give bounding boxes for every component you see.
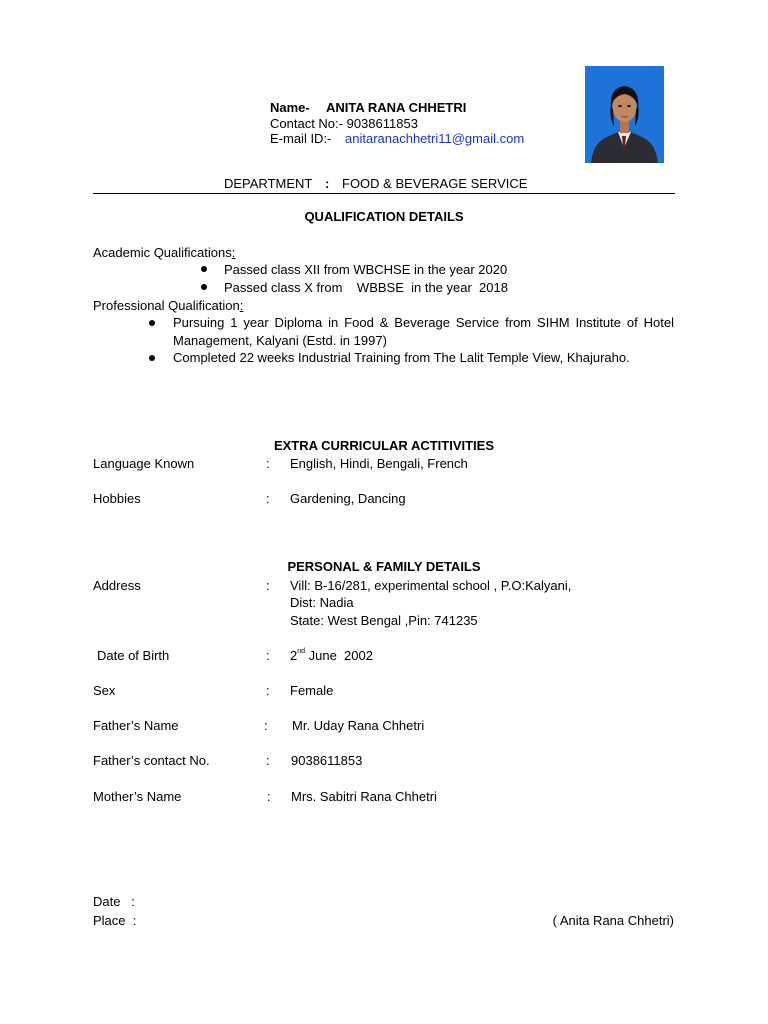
colon-separator: : xyxy=(264,718,268,733)
father-contact-value: 9038611853 xyxy=(291,753,363,768)
colon-separator: : xyxy=(266,491,270,506)
colon-separator: : xyxy=(266,648,270,663)
department-label: DEPARTMENT xyxy=(224,176,313,191)
hobbies-label: Hobbies xyxy=(93,491,141,506)
address-line: State: West Bengal ,Pin: 741235 xyxy=(290,613,478,628)
academic-item: Passed class X from WBBSE in the year 2018 xyxy=(224,280,508,295)
academic-label: Academic Qualifications: xyxy=(93,245,236,260)
contact-number: Contact No:- 9038611853 xyxy=(270,116,418,131)
academic-item: Passed class XII from WBCHSE in the year 2020 xyxy=(224,262,508,277)
father-contact-label: Father’s contact No. xyxy=(93,753,210,768)
language-label: Language Known xyxy=(93,456,195,471)
hobbies-value: Gardening, Dancing xyxy=(290,491,406,506)
horizontal-divider xyxy=(93,193,675,194)
personal-heading: PERSONAL & FAMILY DETAILS xyxy=(287,559,481,574)
professional-item: Pursuing 1 year Diploma in Food & Beverage Service from SIHM Institute of Hotel Management, Kalyani (Estd. in 1997) xyxy=(173,315,674,348)
professional-item: Completed 22 weeks Industrial Training from The Lalit Temple View, Khajuraho. xyxy=(173,350,630,365)
bullet-icon xyxy=(149,355,155,361)
candidate-name: ANITA RANA CHHETRI xyxy=(326,100,467,115)
email-label: E-mail ID:- xyxy=(270,131,332,146)
bullet-icon xyxy=(201,284,207,290)
bullet-icon xyxy=(201,266,207,272)
email-link[interactable]: anitaranachhetri11@gmail.com xyxy=(345,131,525,146)
father-name-label: Father’s Name xyxy=(93,718,179,733)
name-label: Name- xyxy=(270,100,310,115)
colon-separator: : xyxy=(266,578,270,593)
sex-label: Sex xyxy=(93,683,116,698)
dob-label: Date of Birth xyxy=(97,648,170,663)
professional-label: Professional Qualification: xyxy=(93,298,244,313)
dob-value: 2nd June 2002 xyxy=(290,648,373,663)
colon-separator: : xyxy=(266,683,270,698)
mother-name-label: Mother’s Name xyxy=(93,789,182,804)
department-value: FOOD & BEVERAGE SERVICE xyxy=(342,176,528,191)
sex-value: Female xyxy=(290,683,334,698)
language-value: English, Hindi, Bengali, French xyxy=(290,456,468,471)
department-colon: : xyxy=(325,176,330,191)
colon-separator: : xyxy=(266,456,270,471)
date-label: Date : xyxy=(93,894,135,909)
father-name-value: Mr. Uday Rana Chhetri xyxy=(292,718,425,733)
place-label: Place : xyxy=(93,913,137,928)
colon-separator: : xyxy=(267,789,271,804)
signature-name: ( Anita Rana Chhetri) xyxy=(552,913,674,928)
address-line: Dist: Nadia xyxy=(290,595,354,610)
profile-photo xyxy=(585,66,664,163)
mother-name-value: Mrs. Sabitri Rana Chhetri xyxy=(291,789,437,804)
address-line: Vill: B-16/281, experimental school , P.O:Kalyani, xyxy=(290,578,572,593)
address-label: Address xyxy=(93,578,141,593)
qualification-heading: QUALIFICATION DETAILS xyxy=(304,209,464,224)
extra-heading: EXTRA CURRICULAR ACTITIVITIES xyxy=(273,438,495,453)
bullet-icon xyxy=(149,320,155,326)
colon-separator: : xyxy=(266,753,270,768)
portrait-image xyxy=(585,66,664,163)
